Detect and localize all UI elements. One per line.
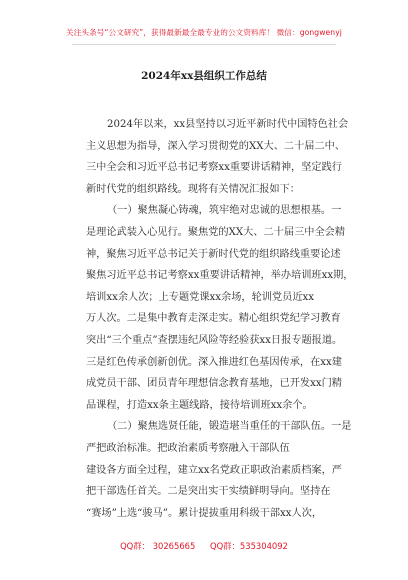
body-line: 培训xx余人次；上专题党课xx余场，轮训党员近xx [86,291,315,303]
body-line: 新时代党的组织路线。现将有关情况汇报如下： [86,183,300,195]
document-title: 2024年xx县组织工作总结 [141,70,267,82]
body-line: 主义思想为指导，深入学习贯彻党的XX大、二十届二中、 [86,140,346,152]
body-line: 品课程，打造xx条主题线路，接待培训班xx余个。 [86,399,313,411]
body-line: 是理论武装入心见行。聚焦党的XX大、二十届三中全会精 [86,226,346,238]
footer-qq-group-2: QQ群：535304092 [210,541,288,551]
body-line: 成党员干部、团员青年理想信念教育基地，已开发xx门精 [86,378,342,390]
body-line: 万人次。二是集中教育走深走实。精心组织党纪学习教育 [86,313,341,325]
document-body [86,114,354,524]
body-line: （一）聚焦凝心铸魂，筑牢绝对忠诚的思想根基。一 [107,205,342,217]
body-line: 突出“三个重点”查摆违纪风险等经验获xx日报专题报道。 [86,334,343,346]
body-line: 三中全会和习近平总书记考察xx重要讲话精神，坚定践行 [86,162,342,174]
body-line: 2024年以来，xx县坚持以习近平新时代中国特色社会 [107,119,349,130]
body-line: 建设各方面全过程，建立xx名党政正职政治素质档案，严 [86,464,342,476]
body-line: 把干部选任首关。二是突出实干实绩鲜明导向。坚持在 [86,486,331,498]
body-line: “赛场”上选“骏马”。累计提拔重用科级干部xx人次， [86,507,323,519]
body-line: 三是红色传承创新创优。深入推进红色基因传承，在xx建 [86,356,342,368]
footer-qq-group-1: QQ群： 30265665 [120,541,196,551]
body-line: 聚焦习近平总书记考察xx重要讲话精神，举办培训班xx期， [86,270,354,282]
header-divider [72,44,336,45]
body-line: （二）聚焦选贤任能，锻造堪当重任的干部队伍。一是 [107,421,352,433]
body-line: 神，聚焦习近平总书记关于新时代党的组织路线重要论述 [86,248,341,260]
footer-qq-groups [0,540,408,552]
body-line: 严把政治标准。把政治素质考察融入干部队伍 [86,442,290,454]
header-promo-note: 关注头条号“公文研究”，获得最新最全最专业的公文资料库！ 微信：gongwenyj [66,28,342,37]
